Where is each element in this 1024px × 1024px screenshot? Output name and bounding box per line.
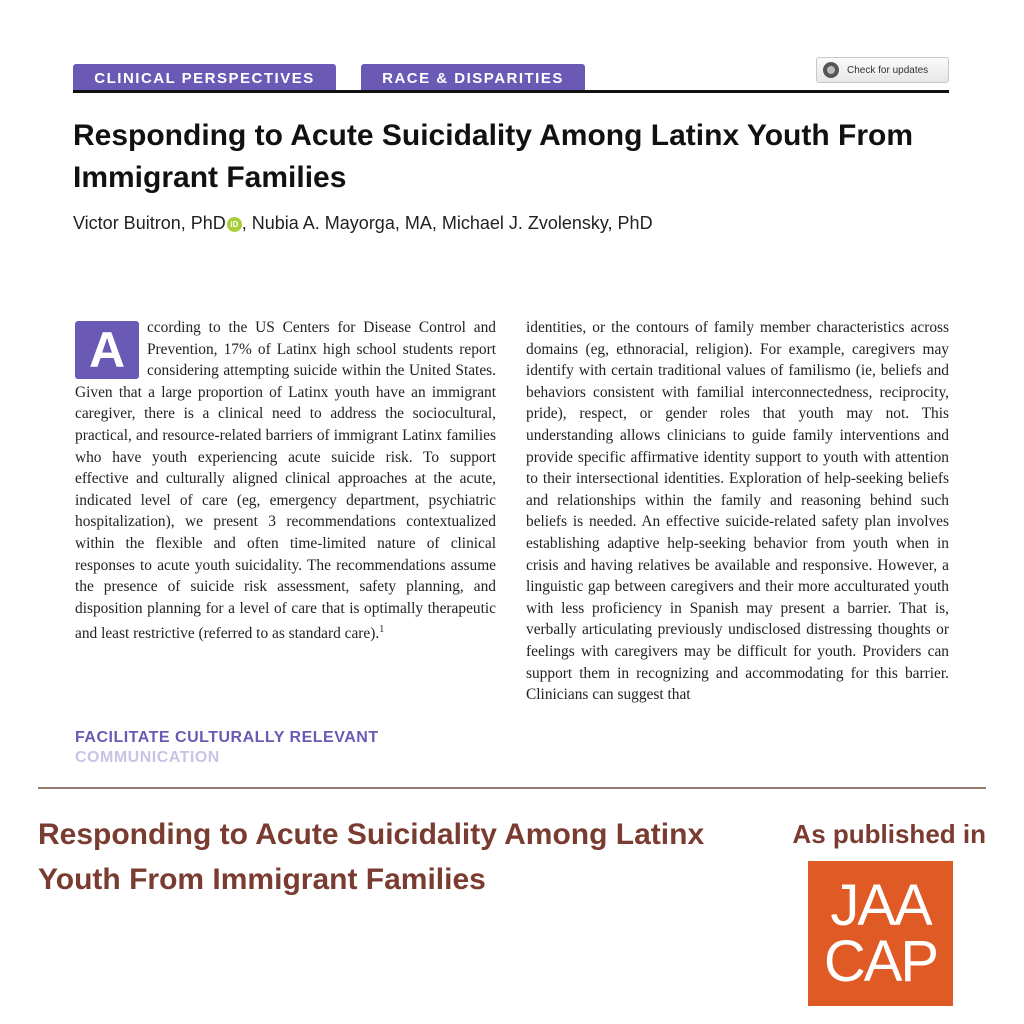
body-column-right: identities, or the contours of family member characteristics across domains (eg, ethnoracial, religion). For example, caregivers may identify with certain traditional values of familismo (ie, beliefs and behaviors consistent with familial interconnectedness, reciprocity, pride), respect, or gender roles that youth may not. This understanding allows clinicians to guide family interventions and provide specific affirmative identity support to youth with attention to their intersectional identities. Exploration of help-seeking beliefs and relationships within the family and reasoning behind such beliefs is needed. An effective suicide-related safety plan involves establishing adaptive help-seeking behavior from youth when in crisis and having relatives be available and responsive. However, a linguistic gap between caregivers and their more acculturated youth with less proficiency in Spanish may present a barrier. That is, verbally articulating previously undisclosed distressing thoughts or feelings with caregivers may be difficult for youth. Providers can support them in recognizing and accommodating for this barrier. Clinicians can suggest that: [526, 319, 949, 704]
tag-clinical-perspectives: CLINICAL PERSPECTIVES: [73, 64, 336, 92]
check-for-updates-label: Check for updates: [847, 64, 929, 76]
author-list: [73, 210, 953, 236]
dropcap-letter: A: [75, 321, 139, 379]
author-victor-buitron: Victor Buitron, PhD: [73, 213, 226, 233]
logo-line-1: JAA: [830, 872, 931, 938]
author-list-rest: , Nubia A. Mayorga, MA, Michael J. Zvolensky, PhD: [241, 213, 653, 233]
paper-title: Responding to Acute Suicidality Among Latinx Youth From Immigrant Families: [73, 119, 914, 194]
crossmark-icon: [823, 62, 839, 78]
tag-race-disparities: RACE & DISPARITIES: [361, 64, 585, 92]
section-heading-text: FACILITATE CULTURALLY RELEVANT: [75, 729, 379, 746]
reference-superscript[interactable]: 1: [379, 624, 385, 636]
check-for-updates-button[interactable]: [816, 57, 949, 83]
published-in-label: As published in: [792, 819, 986, 849]
section-heading: [75, 729, 505, 766]
header-rule: [73, 90, 949, 93]
body-text-left: ccording to the US Centers for Disease Control and Prevention, 17% of Latinx high school students report considering attempting suicide within the United States. Given that a large proportion of Latinx youth have an immigrant caregiver, there is a clinical need to address the sociocultural, practical, and resource-related barriers of immigrant Latinx families who have youth experiencing acute suicide risk. To support effective and culturally aligned clinical approaches at the acute, indicated level of care (eg, emergency department, psychiatric hospitalization), we present 3 recommendations contextualized within the flexible and often time-limited nature of clinical responses to acute youth suicidality. The recommendations assume the presence of suicide risk assessment, safety planning, and disposition planning for a level of care that is optimally therapeutic and least restrictive (referred to as standard care).: [75, 319, 496, 643]
section-heading-cut-text: COMMUNICATION: [75, 749, 220, 766]
jaacap-logo: [808, 861, 953, 1006]
footer-title: Responding to Acute Suicidality Among Latinx Youth From Immigrant Families: [38, 818, 705, 896]
logo-line-2: CAP: [823, 928, 938, 994]
footer-divider: [38, 787, 986, 789]
orcid-icon[interactable]: iD: [227, 217, 242, 232]
body-column-left: [75, 317, 496, 693]
